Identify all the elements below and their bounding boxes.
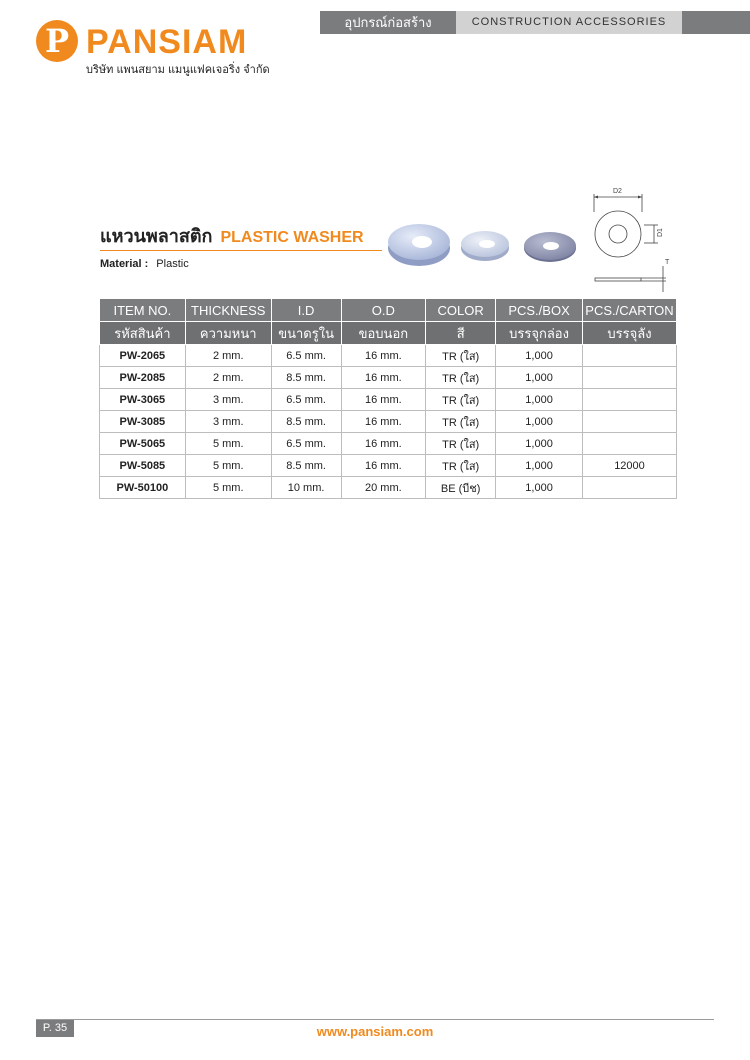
table-row (100, 433, 677, 455)
page-number: P. 35 (36, 1020, 74, 1037)
color: TR (ใส) (426, 433, 496, 455)
logo-mark (36, 20, 78, 62)
item-no: PW-5085 (100, 455, 186, 477)
color: TR (ใส) (426, 411, 496, 433)
thickness: 3 mm. (185, 389, 271, 411)
footer-divider (36, 1019, 714, 1020)
inner-diameter: 8.5 mm. (271, 455, 341, 477)
category-th: อุปกรณ์ก่อสร้าง (320, 11, 456, 34)
pcs-per-box: 1,000 (496, 477, 583, 499)
item-no: PW-2065 (100, 345, 186, 367)
pcs-per-carton (582, 389, 676, 411)
inner-diameter: 6.5 mm. (271, 389, 341, 411)
table-header-en (100, 299, 677, 322)
thickness: 2 mm. (185, 367, 271, 389)
material-value: Plastic (156, 258, 189, 270)
thickness: 5 mm. (185, 455, 271, 477)
col-header-th: ขอบนอก (341, 322, 426, 345)
pcs-per-box: 1,000 (496, 389, 583, 411)
washer-photo-large (388, 224, 450, 266)
outer-diameter: 16 mm. (341, 345, 426, 367)
col-header-th: สี (426, 322, 496, 345)
color: TR (ใส) (426, 389, 496, 411)
washer-photo-medium (461, 231, 509, 261)
col-header-th: ความหนา (185, 322, 271, 345)
company-name-th: บริษัท แพนสยาม แมนูแฟคเจอริ่ง จำกัด (86, 64, 270, 76)
spec-table (99, 298, 677, 499)
pcs-per-box: 1,000 (496, 411, 583, 433)
website-link[interactable]: www.pansiam.com (316, 1024, 434, 1039)
table-row (100, 477, 677, 499)
washer-inner-circle (609, 225, 627, 243)
item-no: PW-5065 (100, 433, 186, 455)
pcs-per-carton (582, 411, 676, 433)
col-header-th: ขนาดรูใน (271, 322, 341, 345)
washer-dimension-diagram (586, 182, 676, 292)
item-no: PW-3065 (100, 389, 186, 411)
inner-diameter: 6.5 mm. (271, 433, 341, 455)
t-label: T (665, 259, 670, 266)
washer-photos (386, 212, 582, 272)
thickness: 2 mm. (185, 345, 271, 367)
table-row (100, 345, 677, 367)
pcs-per-carton (582, 433, 676, 455)
logo-letter: P (44, 22, 70, 60)
pcs-per-box: 1,000 (496, 367, 583, 389)
col-header-th: บรรจุลัง (582, 322, 676, 345)
table-row (100, 367, 677, 389)
material-label: Material : (100, 258, 149, 270)
table-header-th (100, 322, 677, 345)
pcs-per-carton (582, 345, 676, 367)
product-title-th: แหวนพลาสติก (100, 226, 213, 246)
brand-name: PANSIAM (86, 23, 248, 61)
category-en: CONSTRUCTION ACCESSORIES (456, 11, 682, 34)
d2-label: D2 (613, 188, 622, 195)
table-row (100, 411, 677, 433)
item-no: PW-50100 (100, 477, 186, 499)
d1-label: D1 (657, 228, 664, 237)
thickness: 5 mm. (185, 433, 271, 455)
inner-diameter: 8.5 mm. (271, 411, 341, 433)
outer-diameter: 16 mm. (341, 455, 426, 477)
item-no: PW-3085 (100, 411, 186, 433)
col-header: PCS./BOX (496, 299, 583, 322)
inner-diameter: 6.5 mm. (271, 345, 341, 367)
inner-diameter: 10 mm. (271, 477, 341, 499)
pcs-per-carton (582, 367, 676, 389)
outer-diameter: 20 mm. (341, 477, 426, 499)
title-underline (100, 250, 382, 251)
product-title (100, 226, 364, 248)
outer-diameter: 16 mm. (341, 433, 426, 455)
washer-outer-circle (595, 211, 641, 257)
color: TR (ใส) (426, 455, 496, 477)
col-header-th: บรรจุกล่อง (496, 322, 583, 345)
brand-logo (36, 18, 276, 78)
item-no: PW-2085 (100, 367, 186, 389)
pcs-per-box: 1,000 (496, 433, 583, 455)
category-bar-end (682, 11, 750, 34)
color: BE (บีช) (426, 477, 496, 499)
color: TR (ใส) (426, 345, 496, 367)
table-row (100, 389, 677, 411)
thickness: 5 mm. (185, 477, 271, 499)
material-line (100, 258, 189, 270)
washer-side-view (595, 278, 641, 281)
pcs-per-carton: 12000 (582, 455, 676, 477)
col-header: ITEM NO. (100, 299, 186, 322)
col-header: PCS./CARTON (582, 299, 676, 322)
inner-diameter: 8.5 mm. (271, 367, 341, 389)
col-header: COLOR (426, 299, 496, 322)
pcs-per-box: 1,000 (496, 345, 583, 367)
col-header: O.D (341, 299, 426, 322)
table-row (100, 455, 677, 477)
col-header-th: รหัสสินค้า (100, 322, 186, 345)
pcs-per-box: 1,000 (496, 455, 583, 477)
col-header: I.D (271, 299, 341, 322)
col-header: THICKNESS (185, 299, 271, 322)
thickness: 3 mm. (185, 411, 271, 433)
outer-diameter: 16 mm. (341, 367, 426, 389)
outer-diameter: 16 mm. (341, 411, 426, 433)
washer-photo-dark (524, 232, 576, 262)
color: TR (ใส) (426, 367, 496, 389)
product-title-en: PLASTIC WASHER (220, 229, 364, 246)
outer-diameter: 16 mm. (341, 389, 426, 411)
pcs-per-carton (582, 477, 676, 499)
